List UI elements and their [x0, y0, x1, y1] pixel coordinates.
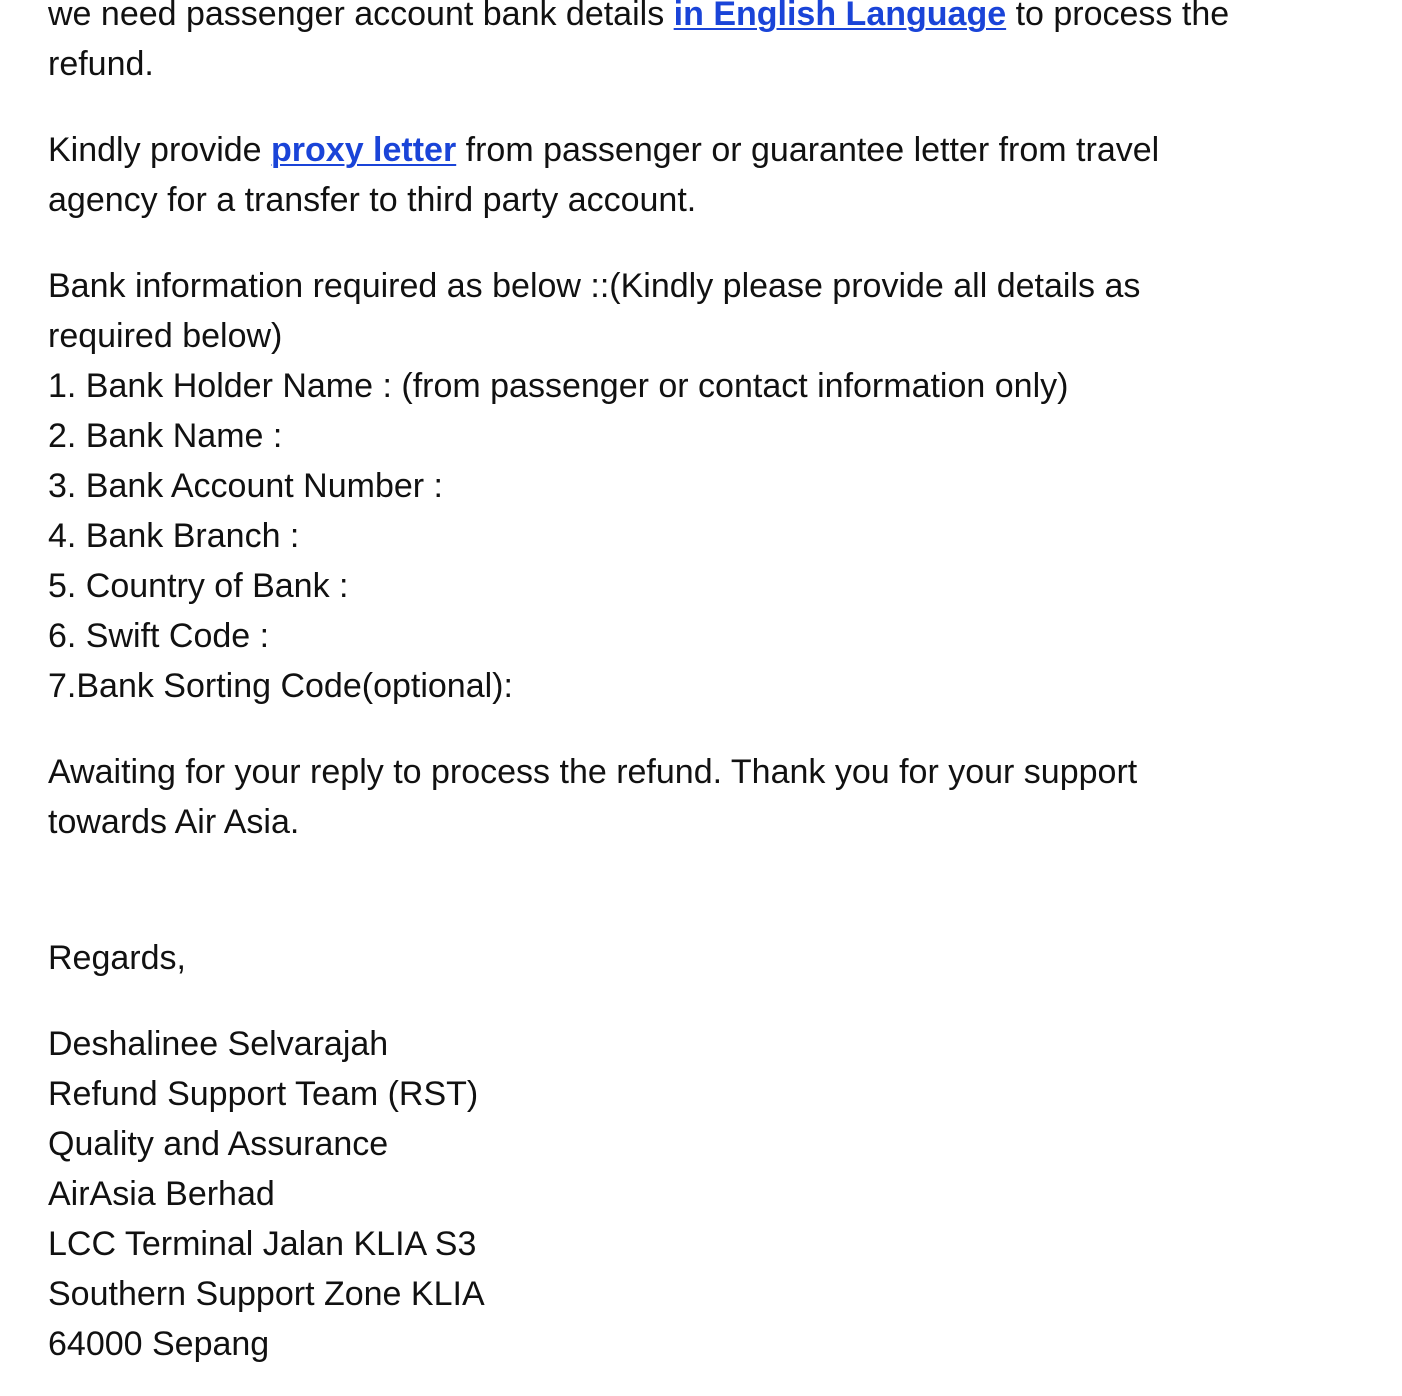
signature-address-line2: Southern Support Zone KLIA: [48, 1275, 485, 1313]
closing-line2: towards Air Asia.: [48, 803, 300, 841]
bank-information-section: [48, 261, 1358, 711]
in-english-language-link[interactable]: in English Language: [673, 0, 1007, 33]
paragraph2-suffix: from passenger or guarantee letter from travel: [456, 131, 1160, 169]
paragraph1-line2: refund.: [48, 45, 154, 83]
paragraph2-prefix: Kindly provide: [48, 131, 272, 169]
signature-team: Refund Support Team (RST): [48, 1075, 479, 1113]
bank-info-intro-line2: required below): [48, 317, 283, 355]
bank-info-item-swift-code: 6. Swift Code :: [48, 617, 270, 655]
paragraph2-line2: agency for a transfer to third party account.: [48, 181, 697, 219]
bank-info-item-country: 5. Country of Bank :: [48, 567, 349, 605]
bank-info-item-bank-name: 2. Bank Name :: [48, 417, 283, 455]
paragraph2-line1: [48, 125, 1358, 175]
email-signature: [48, 1019, 1358, 1369]
closing-line1: Awaiting for your reply to process the refund. Thank you for your support: [48, 753, 1138, 791]
signature-address-line3: 64000 Sepang: [48, 1325, 270, 1363]
closing-paragraph: [48, 747, 1358, 847]
signature-address-line1: LCC Terminal Jalan KLIA S3: [48, 1225, 477, 1263]
signature-department: Quality and Assurance: [48, 1125, 389, 1163]
paragraph1-suffix: to process the: [1006, 0, 1230, 33]
paragraph-proxy-letter: [48, 125, 1358, 225]
signature-company: AirAsia Berhad: [48, 1175, 275, 1213]
signature-name: Deshalinee Selvarajah: [48, 1025, 389, 1063]
paragraph1-line1: [48, 0, 1358, 39]
bank-info-intro-line1: Bank information required as below ::(Kindly please provide all details as: [48, 267, 1141, 305]
regards-line: Regards,: [48, 939, 186, 977]
proxy-letter-link[interactable]: proxy letter: [271, 131, 457, 169]
bank-info-item-branch: 4. Bank Branch :: [48, 517, 300, 555]
paragraph-bank-details-language: [48, 0, 1358, 89]
bank-info-item-account-number: 3. Bank Account Number :: [48, 467, 443, 505]
paragraph1-prefix: we need passenger account bank details: [48, 0, 674, 33]
bank-info-item-sorting-code: 7.Bank Sorting Code(optional):: [48, 667, 513, 705]
bank-info-item-holder-name: 1. Bank Holder Name : (from passenger or contact information only): [48, 367, 1069, 405]
email-body: [48, 0, 1358, 1369]
